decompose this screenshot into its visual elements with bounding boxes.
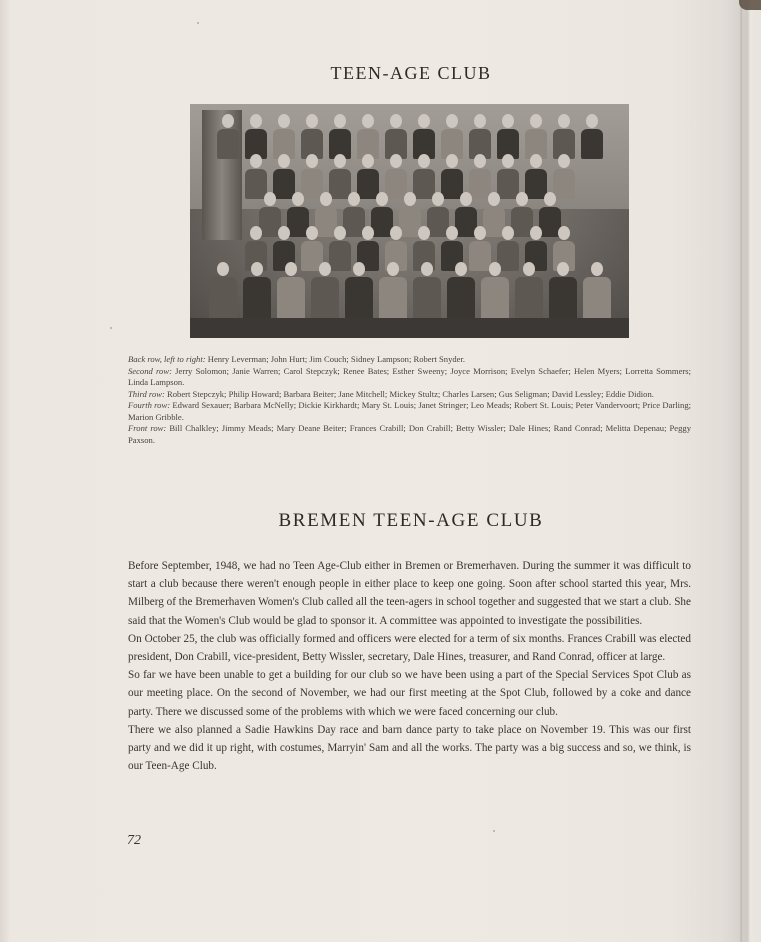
person-head xyxy=(250,226,262,240)
person-head xyxy=(586,114,598,128)
photo-row-back xyxy=(190,114,629,159)
article-paragraph: Before September, 1948, we had no Teen Age-Club either in Bremen or Bremerhaven. During the summer it was difficult to start a club because there weren't enough people in either place to keep one going. Soon after school started this year, Mrs. Milberg of the Bremerhaven Women's Club called all the teen-agers in school together and suggested that we start a club. She said that the Women's Club would be glad to sponsor it. A committee was appointed to investigate the possibilities. xyxy=(128,560,691,627)
caption-names: Bill Chalkley; Jimmy Meads; Mary Deane Beiter; Frances Crabill; Don Crabill; Betty Wissler; Dale Hines; Rand Conrad; Melitta Depenau; Peggy Paxson. xyxy=(128,423,691,445)
article-paragraph: There we also planned a Sadie Hawkins Day race and barn dance party to take place on November 19. This was our first party and we did it up right, with costumes, Marryin' Sam and all the works. The party was a big success and so, we think, is our Teen-Age Club. xyxy=(128,723,691,773)
person-head xyxy=(278,154,290,168)
caption-line-second-row xyxy=(128,366,691,389)
person-head xyxy=(446,226,458,240)
person-head xyxy=(334,114,346,128)
photo-person xyxy=(413,114,435,159)
person-head xyxy=(334,154,346,168)
photo-person xyxy=(553,114,575,159)
person-head xyxy=(446,154,458,168)
person-head xyxy=(353,262,365,276)
page-binding-shadow xyxy=(740,0,743,942)
caption-label: Third row: xyxy=(128,388,165,399)
caption-names: Robert Stepczyk; Philip Howard; Barbara Beiter; Jane Mitchell; Mickey Stultz; Charles Larsen; Gus Seligman; David Lessley; Eddie Didion. xyxy=(167,388,654,399)
person-head xyxy=(306,114,318,128)
caption-label: Fourth row: xyxy=(128,400,171,410)
person-head xyxy=(320,192,332,206)
person-head xyxy=(502,226,514,240)
photo-person xyxy=(357,114,379,159)
person-head xyxy=(488,192,500,206)
person-head xyxy=(387,262,399,276)
photo-person xyxy=(441,114,463,159)
person-head xyxy=(334,226,346,240)
person-head xyxy=(530,226,542,240)
article-paragraph: On October 25, the club was officially formed and officers were elected for a term of six months. Frances Crabill was elected president, Don Crabill, vice-president, Betty Wissler, secretary, Dale Hines, treasurer, and Rand Conrad, officer at large. xyxy=(128,632,691,664)
caption-names: Edward Sexauer; Barbara McNelly; Dickie Kirkhardt; Mary St. Louis; Janet Stringer; Leo Meads; Robert St. Louis; Peter Vandervoort; Price Darling; Marion Gribble. xyxy=(128,400,692,422)
person-head xyxy=(474,154,486,168)
person-head xyxy=(306,226,318,240)
photo-person xyxy=(329,114,351,159)
person-head xyxy=(348,192,360,206)
page-corner-shadow xyxy=(739,0,761,10)
caption-line-back-row xyxy=(128,354,691,366)
caption-label: Front row: xyxy=(128,423,167,433)
person-head xyxy=(306,154,318,168)
person-head xyxy=(523,262,535,276)
photo-person xyxy=(245,114,267,159)
caption-names: Henry Leverman; John Hurt; Jim Couch; Sidney Lampson; Robert Snyder. xyxy=(207,354,466,364)
person-head xyxy=(558,226,570,240)
caption-line-fourth-row xyxy=(128,400,691,423)
person-head xyxy=(432,192,444,206)
person-head xyxy=(278,114,290,128)
person-head xyxy=(474,114,486,128)
person-head xyxy=(516,192,528,206)
person-head xyxy=(376,192,388,206)
person-head xyxy=(460,192,472,206)
person-head xyxy=(250,114,262,128)
group-photo xyxy=(190,104,629,338)
caption-label: Second row: xyxy=(128,365,172,376)
person-head xyxy=(418,114,430,128)
person-head xyxy=(404,192,416,206)
person-head xyxy=(251,262,263,276)
person-head xyxy=(530,154,542,168)
person-head xyxy=(446,114,458,128)
person-head xyxy=(418,154,430,168)
paper-speck xyxy=(110,327,112,329)
person-head xyxy=(390,226,402,240)
person-head xyxy=(264,192,276,206)
article-heading: BREMEN TEEN-AGE CLUB xyxy=(278,510,544,531)
person-head xyxy=(362,114,374,128)
person-head xyxy=(558,114,570,128)
photo-person xyxy=(301,114,323,159)
person-head xyxy=(390,114,402,128)
photo-person xyxy=(217,114,239,159)
page-title: TEEN-AGE CLUB xyxy=(330,63,492,83)
photo-person xyxy=(581,114,603,159)
person-head xyxy=(278,226,290,240)
person-head xyxy=(455,262,467,276)
person-head xyxy=(591,262,603,276)
photo-person xyxy=(525,114,547,159)
page-number: 72 xyxy=(127,833,141,848)
photo-floor xyxy=(190,318,629,338)
person-head xyxy=(530,114,542,128)
article-paragraph: So far we have been unable to get a building for our club so we have been using a part of the Special Services Spot Club as our meeting place. On the second of November, we had our first meeting at the Spot Club, followed by a coke and dance party. There we discussed some of the problems with which we were faced concerning our club. xyxy=(128,669,691,718)
person-head xyxy=(544,192,556,206)
person-head xyxy=(250,154,262,168)
person-head xyxy=(489,262,501,276)
person-head xyxy=(292,192,304,206)
paper-speck xyxy=(493,830,495,832)
photo-person xyxy=(273,114,295,159)
person-head xyxy=(557,262,569,276)
photo-person xyxy=(497,114,519,159)
person-head xyxy=(502,154,514,168)
person-head xyxy=(421,262,433,276)
photo-person xyxy=(469,114,491,159)
person-head xyxy=(319,262,331,276)
person-head xyxy=(362,154,374,168)
article-body xyxy=(128,557,691,775)
caption-line-front-row xyxy=(128,423,691,446)
person-head xyxy=(502,114,514,128)
person-head xyxy=(558,154,570,168)
photo-person xyxy=(385,114,407,159)
person-head xyxy=(390,154,402,168)
page-left-edge xyxy=(0,0,10,942)
paper-speck xyxy=(197,22,199,24)
photo-caption xyxy=(128,354,691,446)
person-head xyxy=(285,262,297,276)
caption-label: Back row, left to right: xyxy=(128,354,206,364)
person-head xyxy=(362,226,374,240)
caption-names: Jerry Solomon; Janie Warren; Carol Stepczyk; Renee Bates; Esther Sweeny; Joyce Morrison; Evelyn Schaefer; Helen Myers; Lorretta Sommers; Linda Lampson. xyxy=(128,365,691,387)
person-head xyxy=(217,262,229,276)
person-head xyxy=(418,226,430,240)
person-head xyxy=(474,226,486,240)
caption-line-third-row xyxy=(128,389,691,401)
person-head xyxy=(222,114,234,128)
